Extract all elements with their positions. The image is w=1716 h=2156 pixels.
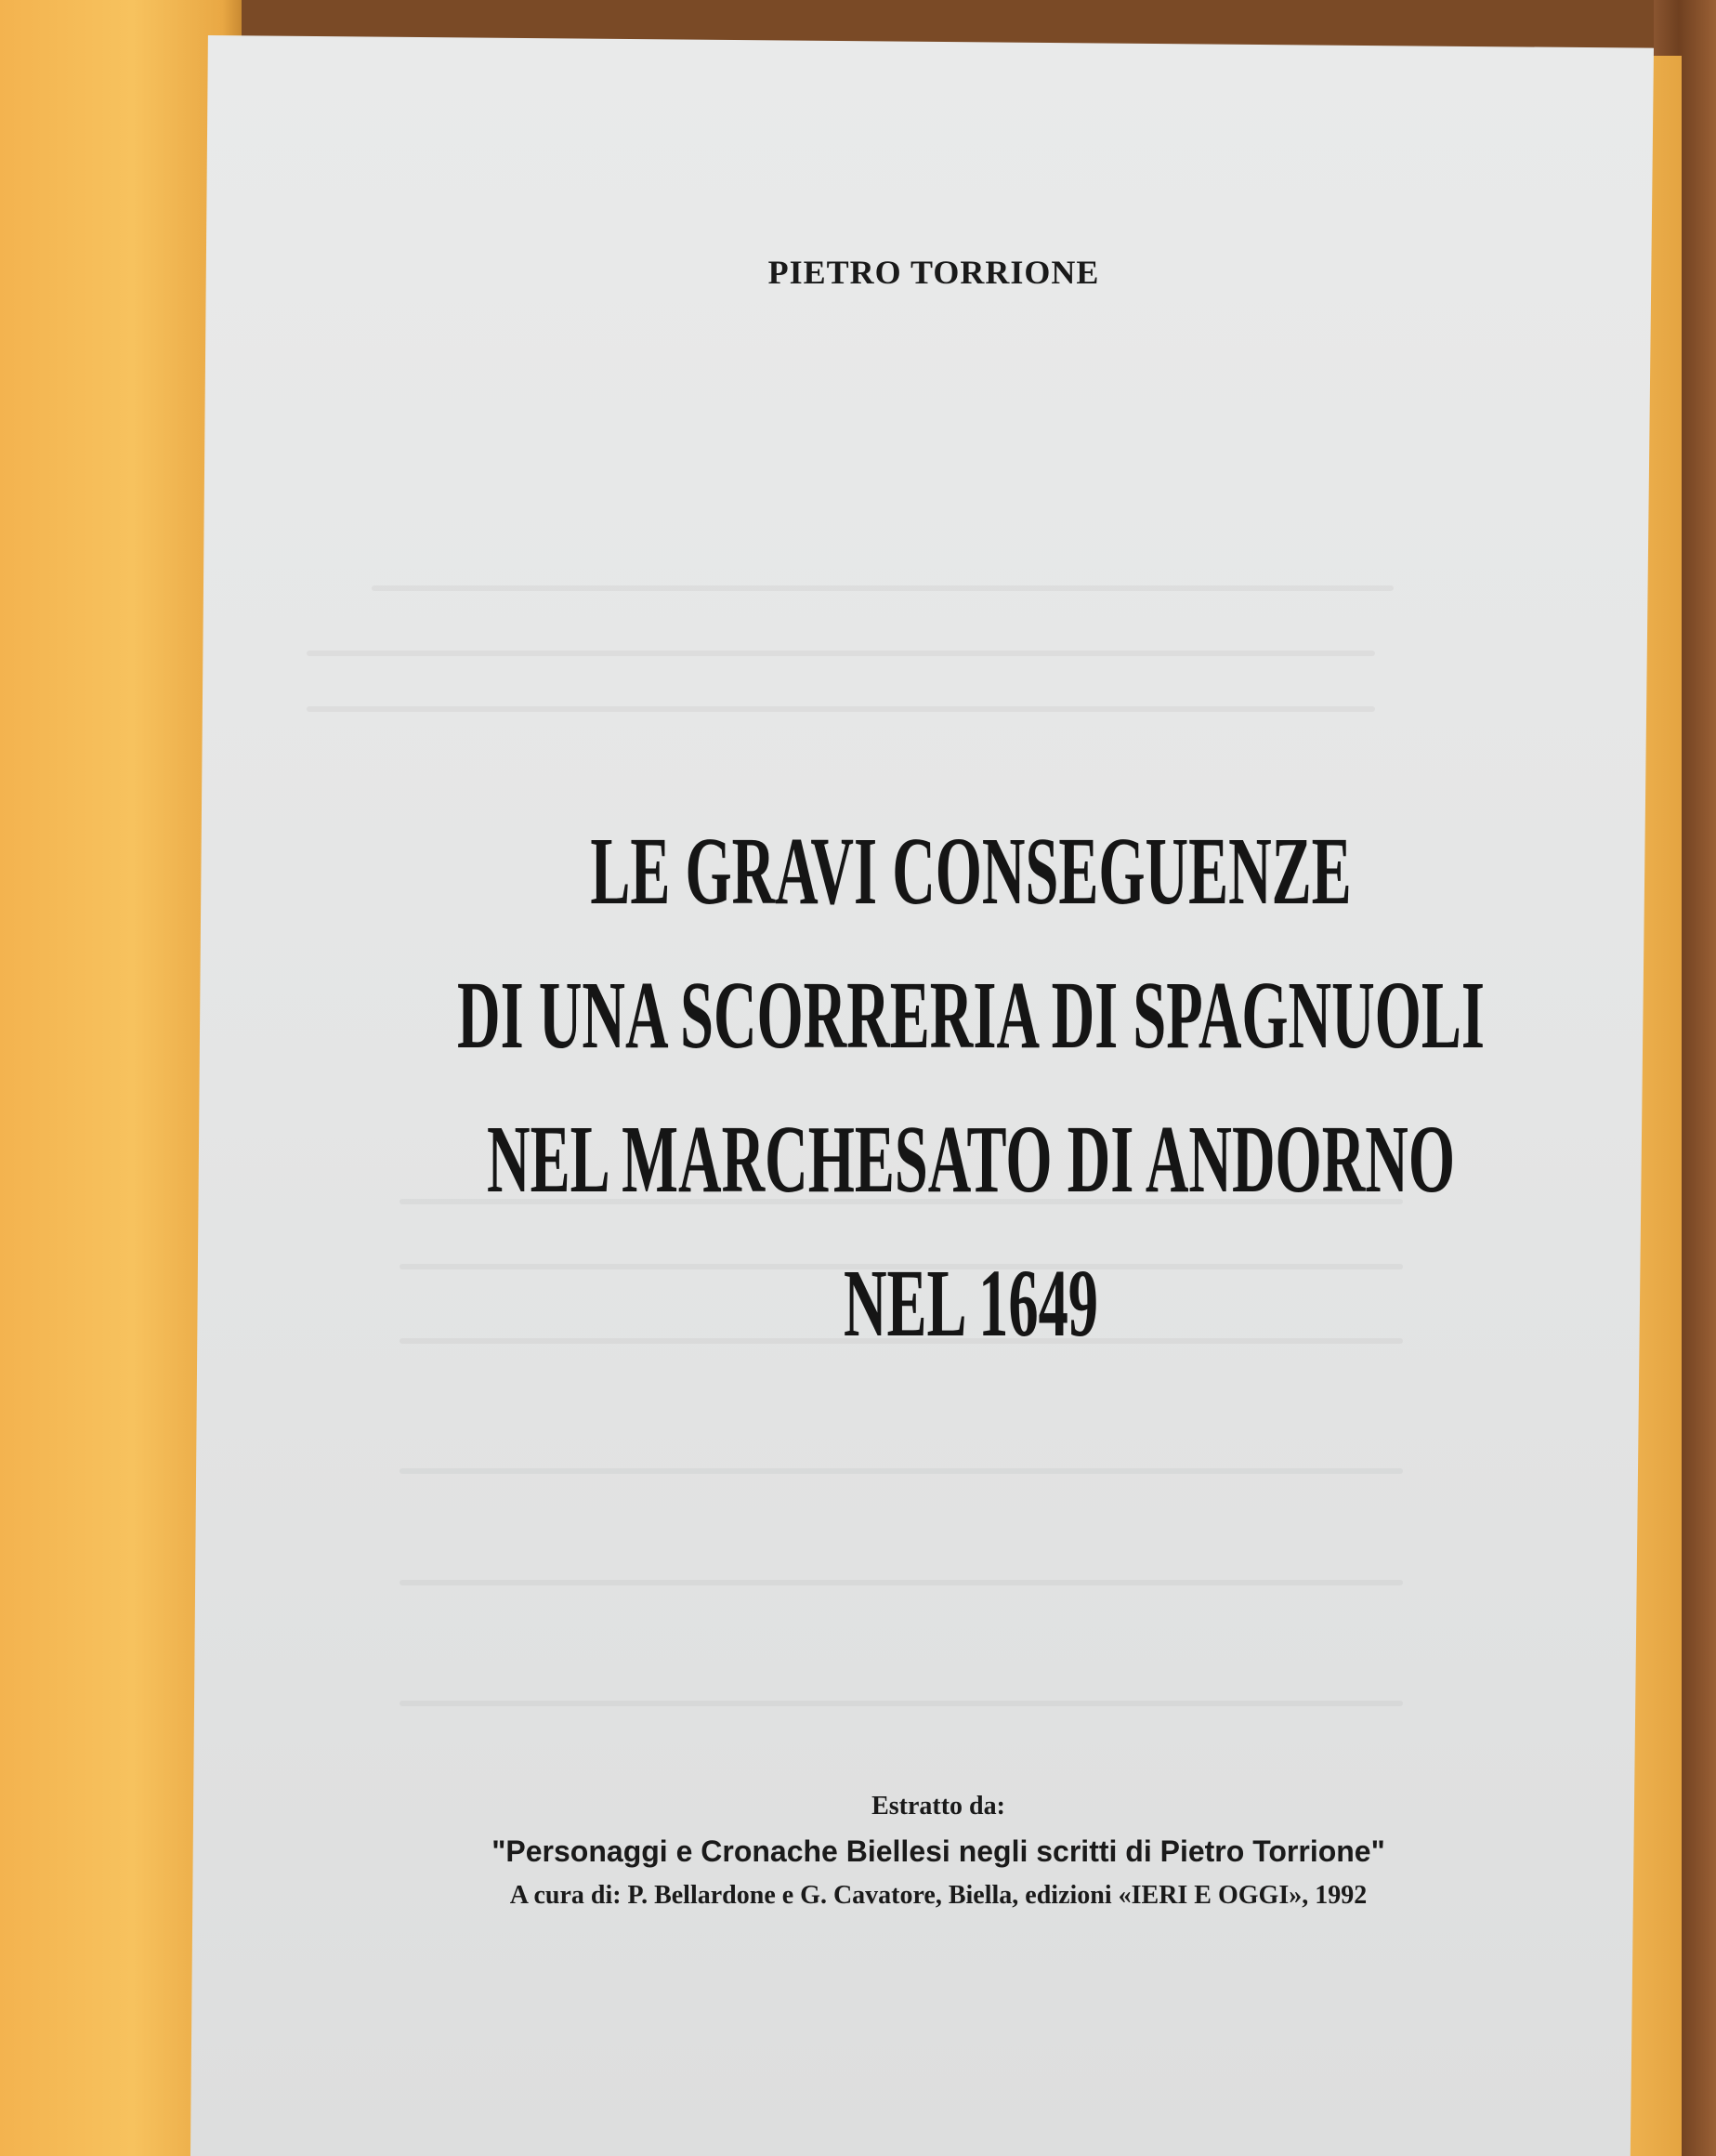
source-book-title: "Personaggi e Cronache Biellesi negli scritti di Pietro Torrione"	[491, 1834, 1385, 1868]
bleed-through-line	[372, 585, 1394, 591]
author-name: PIETRO TORRIONE	[767, 254, 1100, 291]
bleed-through-line	[400, 1468, 1403, 1474]
title-line: NEL MARCHESATO DI ANDORNO	[487, 1106, 1455, 1213]
title-line: LE GRAVI CONSEGUENZE	[590, 818, 1352, 925]
title-line: DI UNA SCORRERIA DI SPAGNUOLI	[457, 962, 1485, 1069]
bleed-through-line	[400, 1701, 1403, 1706]
bleed-through-line	[307, 706, 1375, 712]
source-label: Estratto da:	[871, 1792, 1005, 1821]
book-title	[369, 799, 1573, 1375]
bleed-through-line	[400, 1580, 1403, 1585]
source-citation	[93, 1784, 1716, 1918]
title-line: NEL 1649	[843, 1250, 1099, 1357]
source-editors: A cura di: P. Bellardone e G. Cavatore, Biella, edizioni «IERI E OGGI», 1992	[509, 1881, 1368, 1910]
bleed-through-line	[307, 651, 1375, 656]
